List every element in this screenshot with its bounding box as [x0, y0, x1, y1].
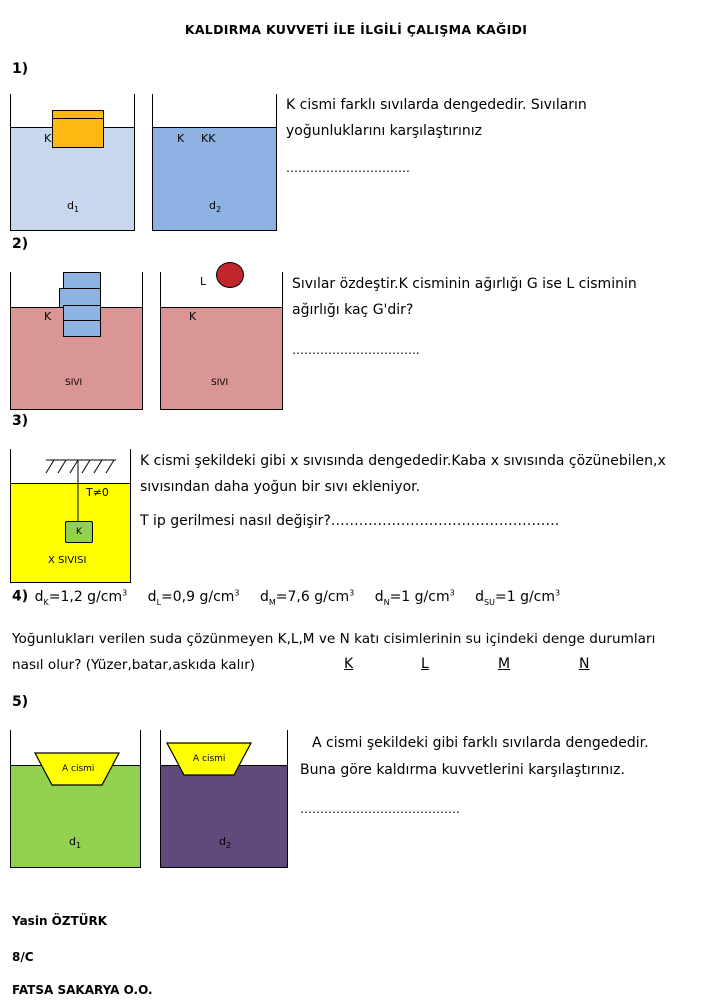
- q2-block-bottom: [63, 305, 101, 337]
- q2-right-liquid: [161, 307, 282, 409]
- q2-block-line: [63, 320, 100, 321]
- q4-text-line2: nasıl olur? (Yüzer,batar,askıda kalır): [12, 657, 256, 673]
- q5-right-object-label: A cismi: [193, 754, 226, 764]
- q1-right-vessel: [152, 94, 277, 231]
- q2-right-liquid-label: SIVI: [211, 378, 229, 388]
- question-1-number: 1): [12, 61, 29, 77]
- question-5-number: 5): [12, 694, 29, 710]
- page-title: KALDIRMA KUVVETİ İLE İLGİLİ ÇALIŞMA KAĞIDI: [184, 22, 528, 37]
- q1-block-k: [52, 110, 104, 148]
- q2-label-l: L: [200, 275, 207, 288]
- q1-right-label-kk: KK: [201, 132, 216, 145]
- q4-answer-m: M: [498, 656, 511, 672]
- q3-text-line1: K cismi şekildeki gibi x sıvısında dengededir.Kaba x sıvısında çözünebilen,x: [140, 453, 666, 469]
- density-m: $d_M=7,6$ $g/cm^3$: [259, 588, 355, 607]
- q4-answer-n: N: [579, 656, 590, 672]
- q4-densities-row: [12, 588, 560, 606]
- q5-answer-dots[interactable]: ………………………………….: [300, 802, 460, 816]
- author-name: Yasin ÖZTÜRK: [12, 914, 108, 928]
- q2-left-label: K: [44, 310, 52, 323]
- question-2-number: 2): [12, 236, 29, 252]
- q5-text-line1: A cismi şekildeki gibi farklı sıvılarda dengededir.: [312, 735, 649, 751]
- q3-tension-label: T≠0: [86, 486, 109, 499]
- q3-liquid-label: X SIVISI: [48, 555, 87, 566]
- q4-text-line1: Yoğunlukları verilen suda çözünmeyen K,L,M ve N katı cisimlerinin su içindeki denge durumları: [12, 631, 656, 647]
- q4-answer-l: L: [421, 656, 429, 672]
- q5-text-line2: Buna göre kaldırma kuvvetlerini karşılaştırınız.: [300, 762, 625, 778]
- q1-left-label: K: [44, 132, 52, 145]
- q2-right-vessel: [160, 272, 283, 410]
- density-l: $d_L=0,9$ $g/cm^3$: [147, 588, 240, 607]
- q1-text-line2: yoğunluklarını karşılaştırınız: [286, 123, 482, 139]
- q1-right-label-k: K: [177, 132, 185, 145]
- q5-left-object-label: A cismi: [62, 764, 95, 774]
- q2-right-label-k: K: [189, 310, 197, 323]
- school-name: FATSA SAKARYA O.O.: [12, 983, 153, 997]
- q1-block-k-divider: [52, 118, 104, 119]
- q1-left-vessel: [10, 94, 135, 231]
- q2-left-liquid-label: SIVI: [65, 378, 83, 388]
- density-su: $d_{SU}=1$ $g/cm^3$: [475, 588, 561, 607]
- q1-answer-dots[interactable]: ………………………….: [286, 161, 410, 175]
- q3-text-line2: sıvısından daha yoğun bir sıvı ekleniyor.: [140, 479, 421, 495]
- class-name: 8/C: [12, 950, 34, 964]
- q5-left-vessel: [10, 730, 141, 868]
- q5-right-density: $d_2$: [219, 835, 232, 851]
- question-3-number: 3): [12, 413, 29, 429]
- q2-text-line1: Sıvılar özdeştir.K cisminin ağırlığı G ise L cisminin: [292, 276, 637, 292]
- q1-left-density: $d_1$: [67, 199, 80, 215]
- q1-right-density: $d_2$: [209, 199, 222, 215]
- density-k: $d_K=1,2$ $g/cm^3$: [34, 588, 128, 607]
- q3-text-line3: T ip gerilmesi nasıl değişir?………………………………………….: [140, 513, 560, 529]
- q2-ball-l: [216, 262, 244, 288]
- q5-left-density: $d_1$: [69, 835, 82, 851]
- q2-text-line2: ağırlığı kaç G'dir?: [292, 302, 414, 318]
- q4-answer-k: K: [344, 656, 354, 672]
- density-n: $d_N=1$ $g/cm^3$: [374, 588, 455, 607]
- q1-text-line1: K cismi farklı sıvılarda dengededir. Sıvıların: [286, 97, 587, 113]
- q2-answer-dots[interactable]: …………………………..: [292, 343, 420, 357]
- q2-left-vessel: [10, 272, 143, 410]
- q3-block-k: K: [65, 521, 93, 543]
- q5-right-liquid: [161, 765, 287, 867]
- question-4-number: 4): [12, 588, 29, 605]
